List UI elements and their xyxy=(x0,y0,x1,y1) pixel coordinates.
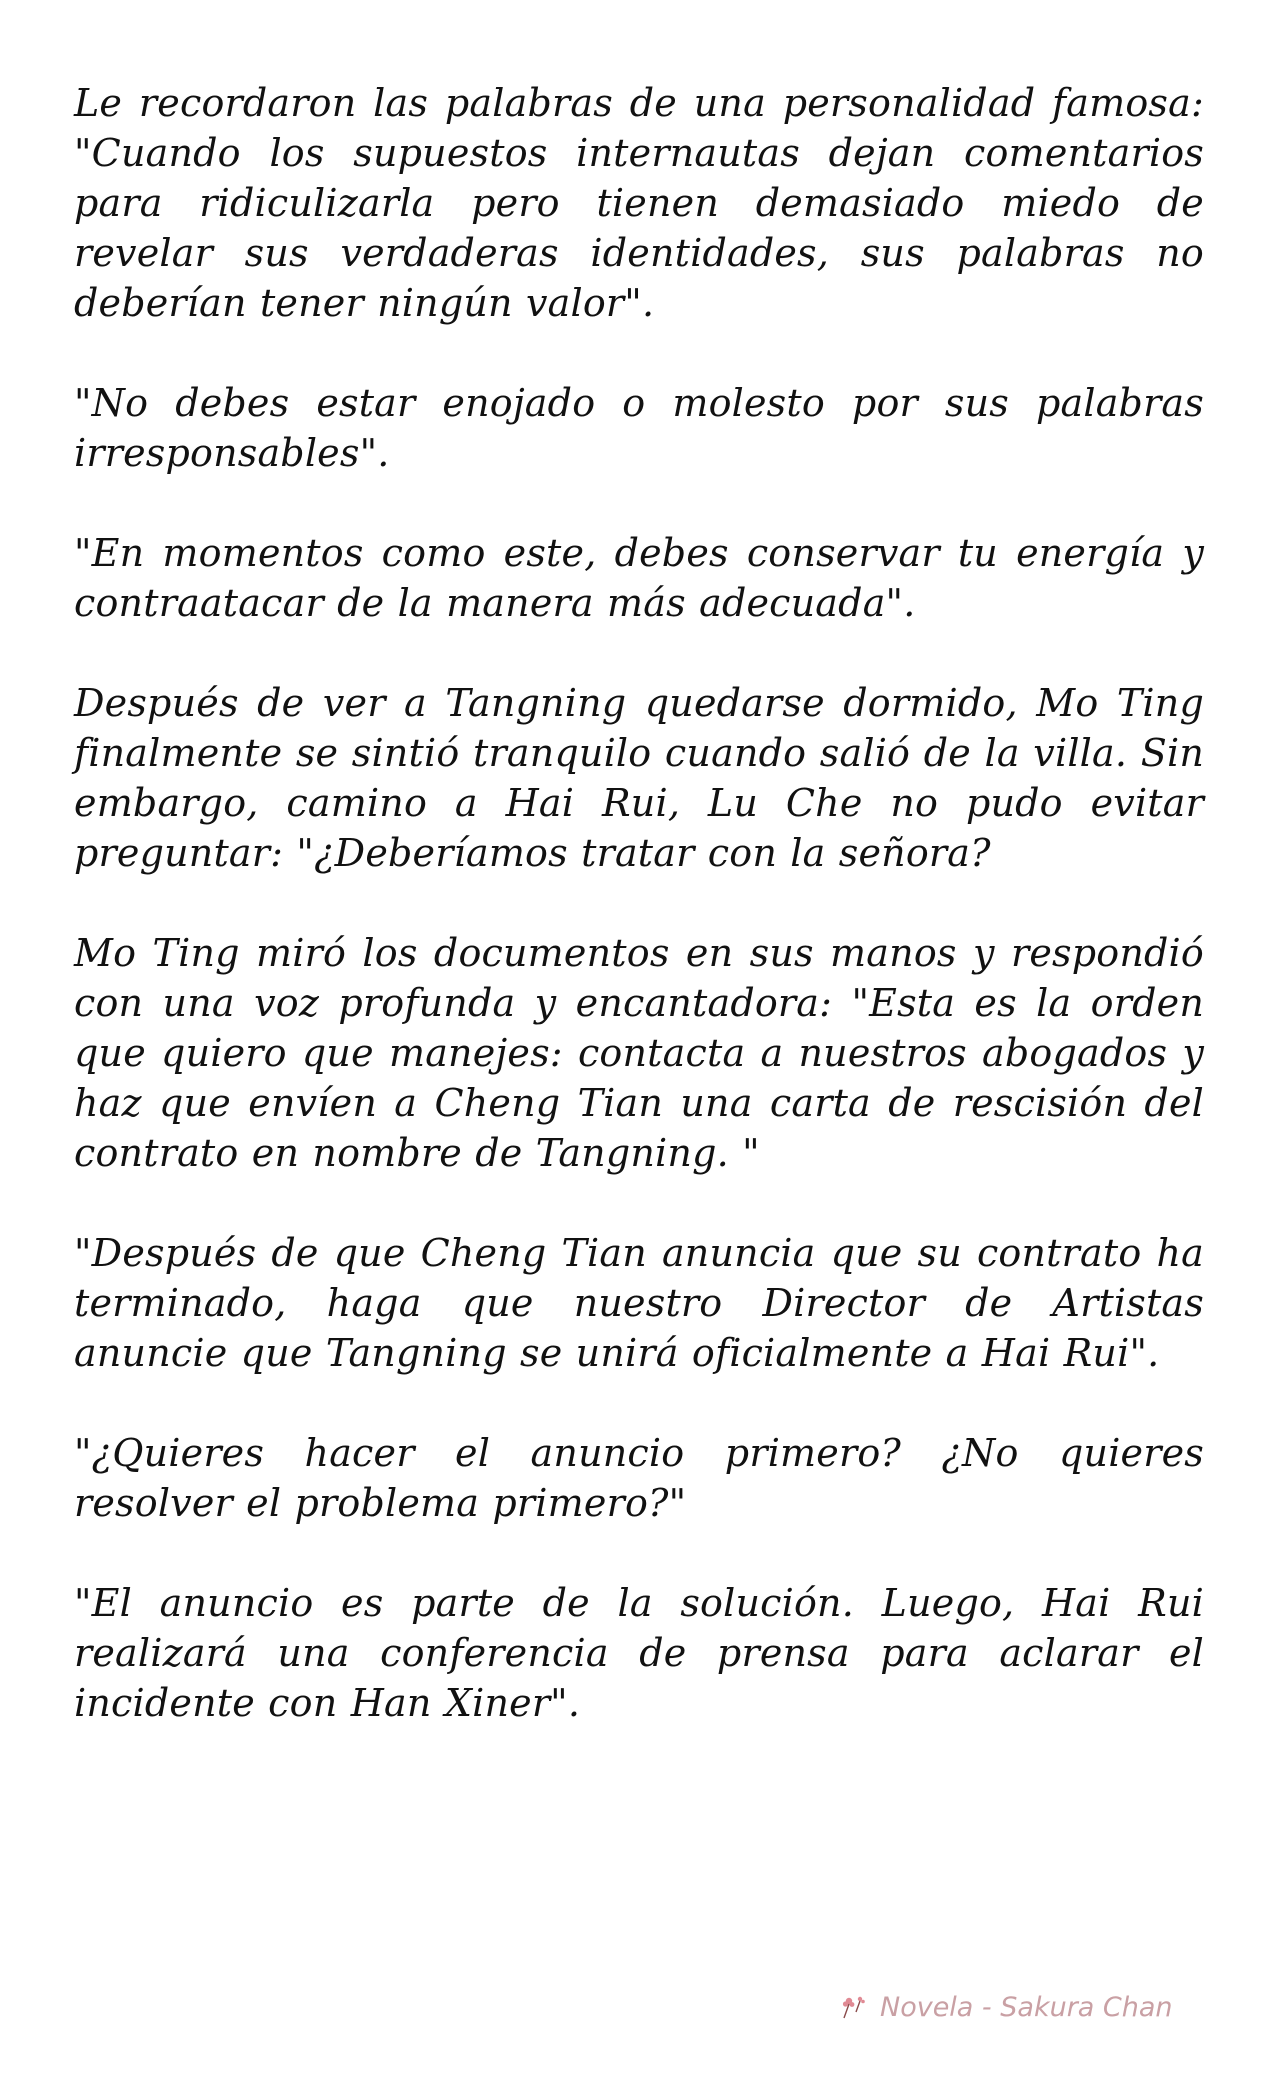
paragraph-7: "¿Quieres hacer el anuncio primero? ¿No quieres resolver el problema primero?" xyxy=(74,1431,1204,1525)
paragraph-1: Le recordaron las palabras de una personalidad famosa: "Cuando los supuestos internautas dejan comentarios para ridiculizarla pero tienen demasiado miedo de revelar sus verdaderas identidades, sus palabras no deberían tener ningún valor". xyxy=(74,81,1204,325)
watermark-text: Novela - Sakura Chan xyxy=(880,1992,1173,2023)
paragraph-6: "Después de que Cheng Tian anuncia que su contrato ha terminado, haga que nuestro Director de Artistas anuncie que Tangning se unirá oficialmente a Hai Rui". xyxy=(74,1231,1204,1375)
paragraph-8: "El anuncio es parte de la solución. Luego, Hai Rui realizará una conferencia de prensa para aclarar el incidente con Han Xiner". xyxy=(74,1581,1204,1725)
sakura-flower-icon xyxy=(840,1994,870,2022)
document-body xyxy=(74,78,1204,1778)
paragraph-5: Mo Ting miró los documentos en sus manos y respondió con una voz profunda y encantadora: "Esta es la orden que quiero que manejes: contacta a nuestros abogados y haz que envíen a Cheng Tian una carta de rescisión del contrato en nombre de Tangning. " xyxy=(74,931,1204,1175)
paragraph-2: "No debes estar enojado o molesto por sus palabras irresponsables". xyxy=(74,381,1204,475)
paragraph-4: Después de ver a Tangning quedarse dormido, Mo Ting finalmente se sintió tranquilo cuando salió de la villa. Sin embargo, camino a Hai Rui, Lu Che no pudo evitar preguntar: "¿Deberíamos tratar con la señora? xyxy=(74,681,1204,875)
watermark xyxy=(840,1992,1173,2023)
paragraph-3: "En momentos como este, debes conservar tu energía y contraatacar de la manera más adecuada". xyxy=(74,531,1204,625)
